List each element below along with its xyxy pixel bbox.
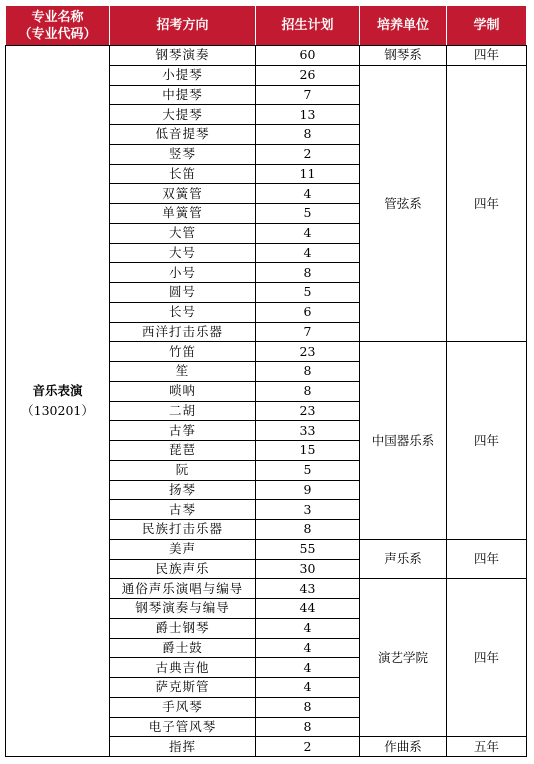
direction-cell: 爵士鼓 <box>110 638 256 658</box>
plan-cell: 5 <box>256 204 360 224</box>
unit-cell: 演艺学院 <box>360 579 447 737</box>
direction-cell: 长号 <box>110 302 256 322</box>
plan-cell: 23 <box>256 342 360 362</box>
years-cell: 四年 <box>447 539 527 579</box>
plan-cell: 4 <box>256 638 360 658</box>
direction-cell: 低音提琴 <box>110 125 256 145</box>
direction-cell: 古筝 <box>110 421 256 441</box>
plan-cell: 4 <box>256 223 360 243</box>
direction-cell: 手风琴 <box>110 697 256 717</box>
plan-cell: 8 <box>256 381 360 401</box>
plan-cell: 4 <box>256 678 360 698</box>
plan-cell: 15 <box>256 441 360 461</box>
direction-cell: 单簧管 <box>110 204 256 224</box>
plan-cell: 44 <box>256 599 360 619</box>
header-plan: 招生计划 <box>256 6 360 46</box>
direction-cell: 钢琴演奏 <box>110 46 256 66</box>
years-cell: 四年 <box>447 46 527 66</box>
plan-cell: 30 <box>256 559 360 579</box>
header-unit: 培养单位 <box>360 6 447 46</box>
plan-cell: 55 <box>256 539 360 559</box>
direction-cell: 阮 <box>110 460 256 480</box>
plan-cell: 5 <box>256 460 360 480</box>
direction-cell: 钢琴演奏与编导 <box>110 599 256 619</box>
direction-cell: 通俗声乐演唱与编导 <box>110 579 256 599</box>
direction-cell: 萨克斯管 <box>110 678 256 698</box>
years-cell: 四年 <box>447 342 527 540</box>
major-name: 音乐表演 <box>32 383 83 398</box>
direction-cell: 大号 <box>110 243 256 263</box>
admission-plan-table <box>5 5 527 757</box>
unit-cell: 钢琴系 <box>360 46 447 66</box>
years-cell: 五年 <box>447 737 527 757</box>
plan-cell: 4 <box>256 658 360 678</box>
direction-cell: 二胡 <box>110 401 256 421</box>
unit-cell: 作曲系 <box>360 737 447 757</box>
plan-cell: 60 <box>256 46 360 66</box>
plan-cell: 4 <box>256 243 360 263</box>
table-row <box>6 46 527 66</box>
plan-cell: 5 <box>256 283 360 303</box>
direction-cell: 扬琴 <box>110 480 256 500</box>
plan-cell: 13 <box>256 105 360 125</box>
direction-cell: 圆号 <box>110 283 256 303</box>
unit-cell: 管弦系 <box>360 65 447 342</box>
direction-cell: 美声 <box>110 539 256 559</box>
header-direction: 招考方向 <box>110 6 256 46</box>
plan-cell: 8 <box>256 520 360 540</box>
header-major <box>6 6 110 46</box>
plan-cell: 7 <box>256 85 360 105</box>
years-cell: 四年 <box>447 65 527 342</box>
plan-cell: 6 <box>256 302 360 322</box>
direction-cell: 指挥 <box>110 737 256 757</box>
plan-cell: 26 <box>256 65 360 85</box>
major-code: （130201） <box>21 403 94 418</box>
direction-cell: 竖琴 <box>110 144 256 164</box>
direction-cell: 大管 <box>110 223 256 243</box>
direction-cell: 笙 <box>110 362 256 382</box>
direction-cell: 双簧管 <box>110 184 256 204</box>
direction-cell: 小号 <box>110 263 256 283</box>
direction-cell: 民族声乐 <box>110 559 256 579</box>
direction-cell: 古典吉他 <box>110 658 256 678</box>
plan-cell: 23 <box>256 401 360 421</box>
years-cell: 四年 <box>447 579 527 737</box>
plan-cell: 11 <box>256 164 360 184</box>
table-body <box>6 46 527 757</box>
plan-cell: 2 <box>256 144 360 164</box>
major-cell <box>6 46 110 757</box>
direction-cell: 小提琴 <box>110 65 256 85</box>
direction-cell: 琵琶 <box>110 441 256 461</box>
direction-cell: 大提琴 <box>110 105 256 125</box>
direction-cell: 西洋打击乐器 <box>110 322 256 342</box>
header-years: 学制 <box>447 6 527 46</box>
plan-cell: 9 <box>256 480 360 500</box>
plan-cell: 43 <box>256 579 360 599</box>
plan-cell: 4 <box>256 618 360 638</box>
plan-cell: 8 <box>256 717 360 737</box>
direction-cell: 长笛 <box>110 164 256 184</box>
plan-cell: 33 <box>256 421 360 441</box>
plan-cell: 8 <box>256 362 360 382</box>
header-row <box>6 6 527 46</box>
plan-cell: 3 <box>256 500 360 520</box>
header-major-code: （专业代码） <box>18 26 97 42</box>
direction-cell: 民族打击乐器 <box>110 520 256 540</box>
direction-cell: 古琴 <box>110 500 256 520</box>
plan-cell: 4 <box>256 184 360 204</box>
direction-cell: 爵士钢琴 <box>110 618 256 638</box>
unit-cell: 中国器乐系 <box>360 342 447 540</box>
plan-cell: 8 <box>256 697 360 717</box>
direction-cell: 唢呐 <box>110 381 256 401</box>
unit-cell: 声乐系 <box>360 539 447 579</box>
direction-cell: 电子管风琴 <box>110 717 256 737</box>
direction-cell: 中提琴 <box>110 85 256 105</box>
plan-cell: 2 <box>256 737 360 757</box>
plan-cell: 8 <box>256 125 360 145</box>
plan-cell: 8 <box>256 263 360 283</box>
plan-cell: 7 <box>256 322 360 342</box>
header-major-name: 专业名称 <box>31 9 84 25</box>
direction-cell: 竹笛 <box>110 342 256 362</box>
